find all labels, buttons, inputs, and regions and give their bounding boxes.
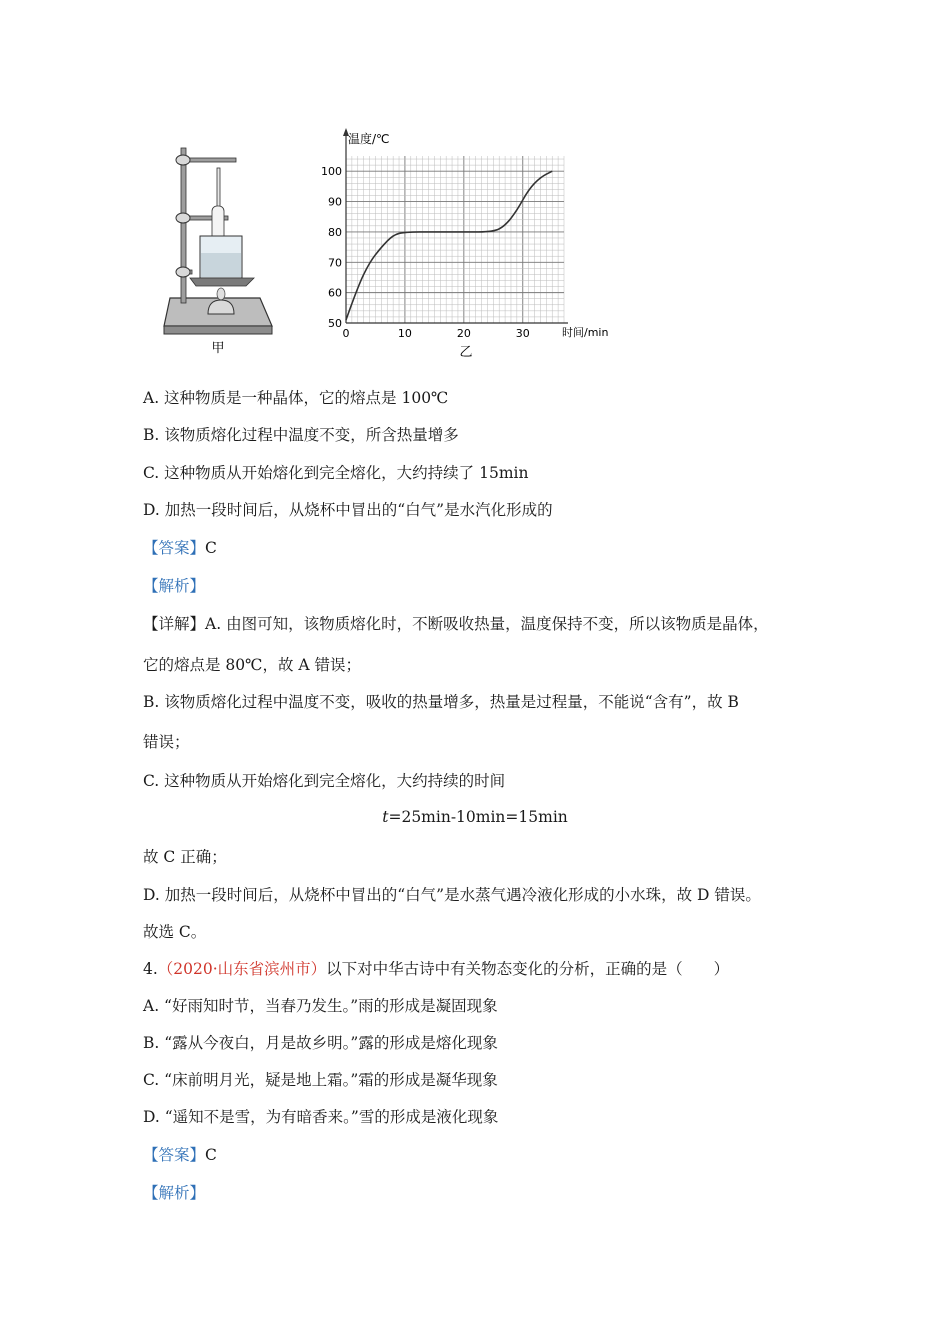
answer-value: C [205, 539, 217, 557]
q4-option-d: D. “遥知不是雪，为有暗香来。”雪的形成是液化现象 [143, 1108, 499, 1126]
q4-analysis-heading [143, 1182, 205, 1204]
chart-tick-labels [321, 165, 530, 340]
q3-option-a: A. 这种物质是一种晶体，它的熔点是 100℃ [143, 389, 449, 407]
analysis-tag: 【解析】 [143, 577, 206, 595]
q4-option-c: C. “床前明月光，疑是地上霜。”霜的形成是凝华现象 [143, 1071, 498, 1089]
q3-analysis-heading [143, 575, 205, 597]
experiment-figure [150, 118, 620, 363]
detail-tag: 【详解】 [143, 615, 206, 633]
q3-detail-line-4: 错误； [143, 733, 190, 751]
question-source: （2020·山东省滨州市） [157, 960, 327, 978]
q3-detail-line-3: B. 该物质熔化过程中温度不变，吸收的热量增多，热量是过程量，不能说“含有”，故 B [143, 693, 739, 711]
detail-text: A. 由图可知，该物质熔化时，不断吸收热量，温度保持不变，所以该物质是晶体， [205, 615, 769, 633]
q3-detail-line-7: D. 加热一段时间后，从烧杯中冒出的“白气”是水蒸气遇冷液化形成的小水珠，故 D 错误。 [143, 886, 761, 904]
q3-detail-line-1 [143, 613, 769, 635]
q4-stem [143, 958, 729, 980]
q3-detail-line-5: C. 这种物质从开始熔化到完全熔化，大约持续的时间 [143, 772, 506, 790]
answer-tag: 【答案】 [143, 1146, 206, 1164]
y-tick-label: 70 [328, 256, 342, 270]
y-tick-label: 90 [328, 195, 342, 209]
q3-formula [0, 808, 950, 826]
heating-apparatus-illustration [164, 148, 272, 356]
answer-value: C [205, 1146, 217, 1164]
q4-option-b: B. “露从今夜白，月是故乡明。”露的形成是熔化现象 [143, 1034, 498, 1052]
q3-detail-line-2: 它的熔点是 80℃，故 A 错误； [143, 656, 362, 674]
apparatus-label: 甲 [211, 341, 225, 356]
temperature-time-chart [321, 128, 608, 360]
y-axis-label: 温度/℃ [348, 132, 390, 146]
q3-option-b: B. 该物质熔化过程中温度不变，所含热量增多 [143, 426, 459, 444]
q3-detail-line-6: 故 C 正确； [143, 848, 227, 866]
x-axis-label: 时间/min [562, 326, 609, 339]
q3-option-d: D. 加热一段时间后，从烧杯中冒出的“白气”是水汽化形成的 [143, 501, 553, 519]
chart-grid [346, 156, 564, 323]
temperature-curve [346, 171, 552, 320]
q3-answer [143, 537, 217, 559]
formula-expression: =25min-10min=15min [388, 808, 568, 826]
x-tick-label: 10 [397, 327, 412, 340]
answer-tag: 【答案】 [143, 539, 206, 557]
q3-detail-line-8: 故选 C。 [143, 923, 207, 941]
analysis-tag: 【解析】 [143, 1184, 206, 1202]
x-tick-label: 30 [515, 327, 530, 340]
question-text: 以下对中华古诗中有关物态变化的分析，正确的是（ ） [326, 960, 730, 978]
question-number: 4. [143, 960, 158, 978]
q4-answer [143, 1144, 217, 1166]
chart-label: 乙 [459, 345, 473, 360]
y-tick-label: 50 [328, 317, 342, 330]
q3-option-c: C. 这种物质从开始熔化到完全熔化，大约持续了 15min [143, 464, 529, 482]
x-tick-label: 0 [342, 327, 350, 340]
chart-axes [343, 128, 568, 323]
y-tick-label: 60 [328, 286, 342, 300]
y-tick-label: 80 [328, 225, 342, 239]
y-tick-label: 100 [321, 165, 342, 179]
formula-variable: t [382, 808, 389, 826]
q4-option-a: A. “好雨知时节，当春乃发生。”雨的形成是凝固现象 [143, 997, 498, 1015]
x-tick-label: 20 [456, 327, 471, 340]
